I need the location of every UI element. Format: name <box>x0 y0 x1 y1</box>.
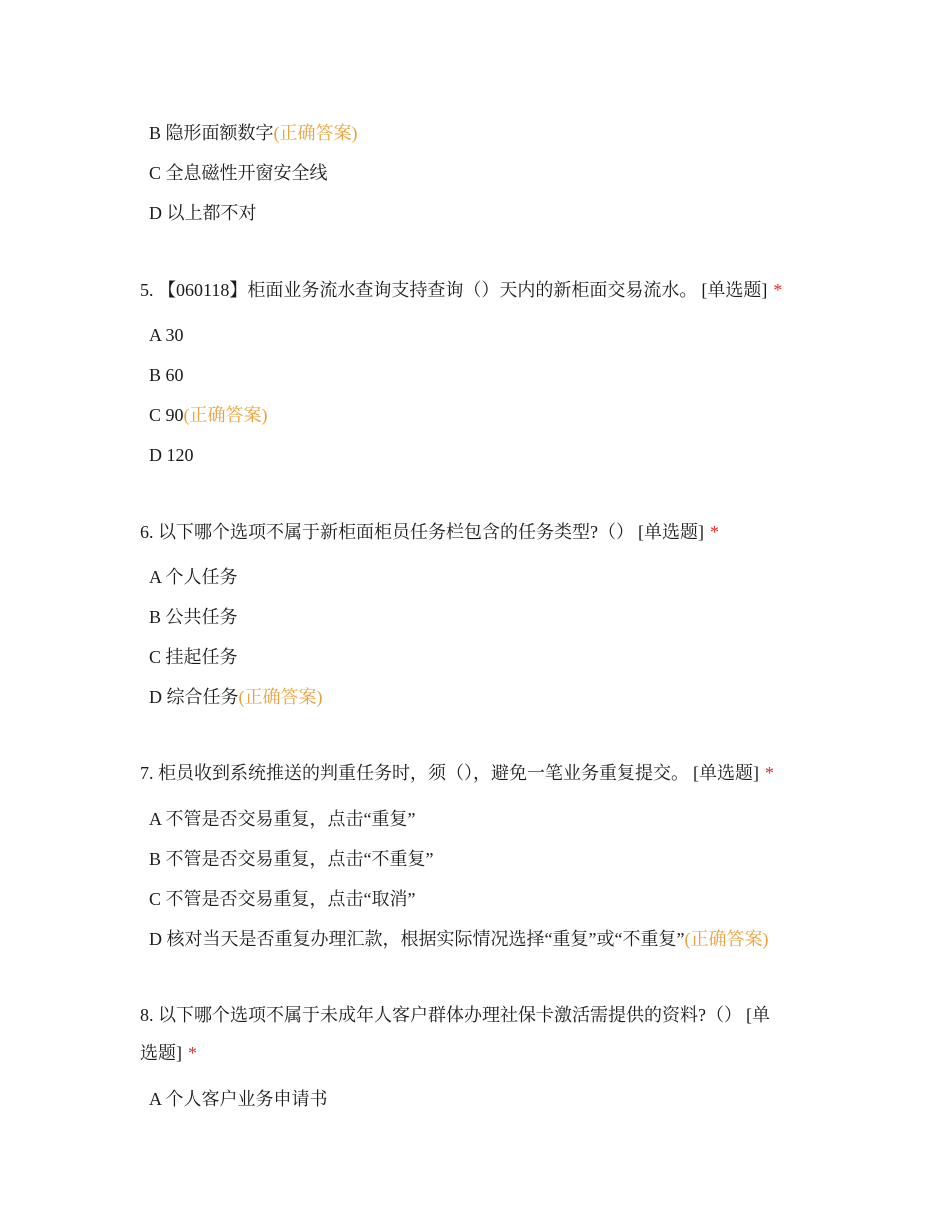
option-q5-d[interactable]: D 120 <box>149 445 194 465</box>
option-q4-c[interactable]: C 全息磁性开窗安全线 <box>149 163 328 183</box>
option-q5-c[interactable]: C 90(正确答案) <box>149 405 268 425</box>
option-q7-c[interactable]: C 不管是否交易重复，点击“取消” <box>149 889 416 909</box>
question-6-title: 6. 以下哪个选项不属于新柜面柜员任务栏包含的任务类型?（） [单选题] * <box>140 522 719 542</box>
option-q5-b[interactable]: B 60 <box>149 365 184 385</box>
question-8-title: 8. 以下哪个选项不属于未成年人客户群体办理社保卡激活需提供的资料?（） [单 <box>140 1005 770 1025</box>
option-q7-d[interactable]: D 核对当天是否重复办理汇款，根据实际情况选择“重复”或“不重复”(正确答案) <box>149 929 769 949</box>
correct-answer-tag: (正确答案) <box>183 405 268 425</box>
option-q4-d[interactable]: D 以上都不对 <box>149 203 257 223</box>
required-mark: * <box>773 280 783 300</box>
question-7-title: 7. 柜员收到系统推送的判重任务时，须（），避免一笔业务重复提交。 [单选题] * <box>140 763 774 783</box>
option-q8-a[interactable]: A 个人客户业务申请书 <box>149 1089 328 1109</box>
option-q6-a[interactable]: A 个人任务 <box>149 567 238 587</box>
option-q7-b[interactable]: B 不管是否交易重复，点击“不重复” <box>149 849 434 869</box>
required-mark: * <box>765 763 774 783</box>
required-mark: * <box>710 522 719 542</box>
required-mark: * <box>188 1043 197 1063</box>
option-q5-a[interactable]: A 30 <box>149 325 184 345</box>
option-q7-a[interactable]: A 不管是否交易重复，点击“重复” <box>149 809 416 829</box>
correct-answer-tag: (正确答案) <box>238 687 323 707</box>
question-8-title-cont: 选题] * <box>140 1043 197 1063</box>
option-q6-b[interactable]: B 公共任务 <box>149 607 238 627</box>
question-5-title: 5. 【060118】柜面业务流水查询支持查询（）天内的新柜面交易流水。 [单选题] * <box>140 280 783 300</box>
correct-answer-tag: (正确答案) <box>273 123 358 143</box>
correct-answer-tag: (正确答案) <box>684 929 769 949</box>
option-q4-b[interactable]: B 隐形面额数字(正确答案) <box>149 123 358 143</box>
option-q6-c[interactable]: C 挂起任务 <box>149 647 238 667</box>
option-q6-d[interactable]: D 综合任务(正确答案) <box>149 687 323 707</box>
